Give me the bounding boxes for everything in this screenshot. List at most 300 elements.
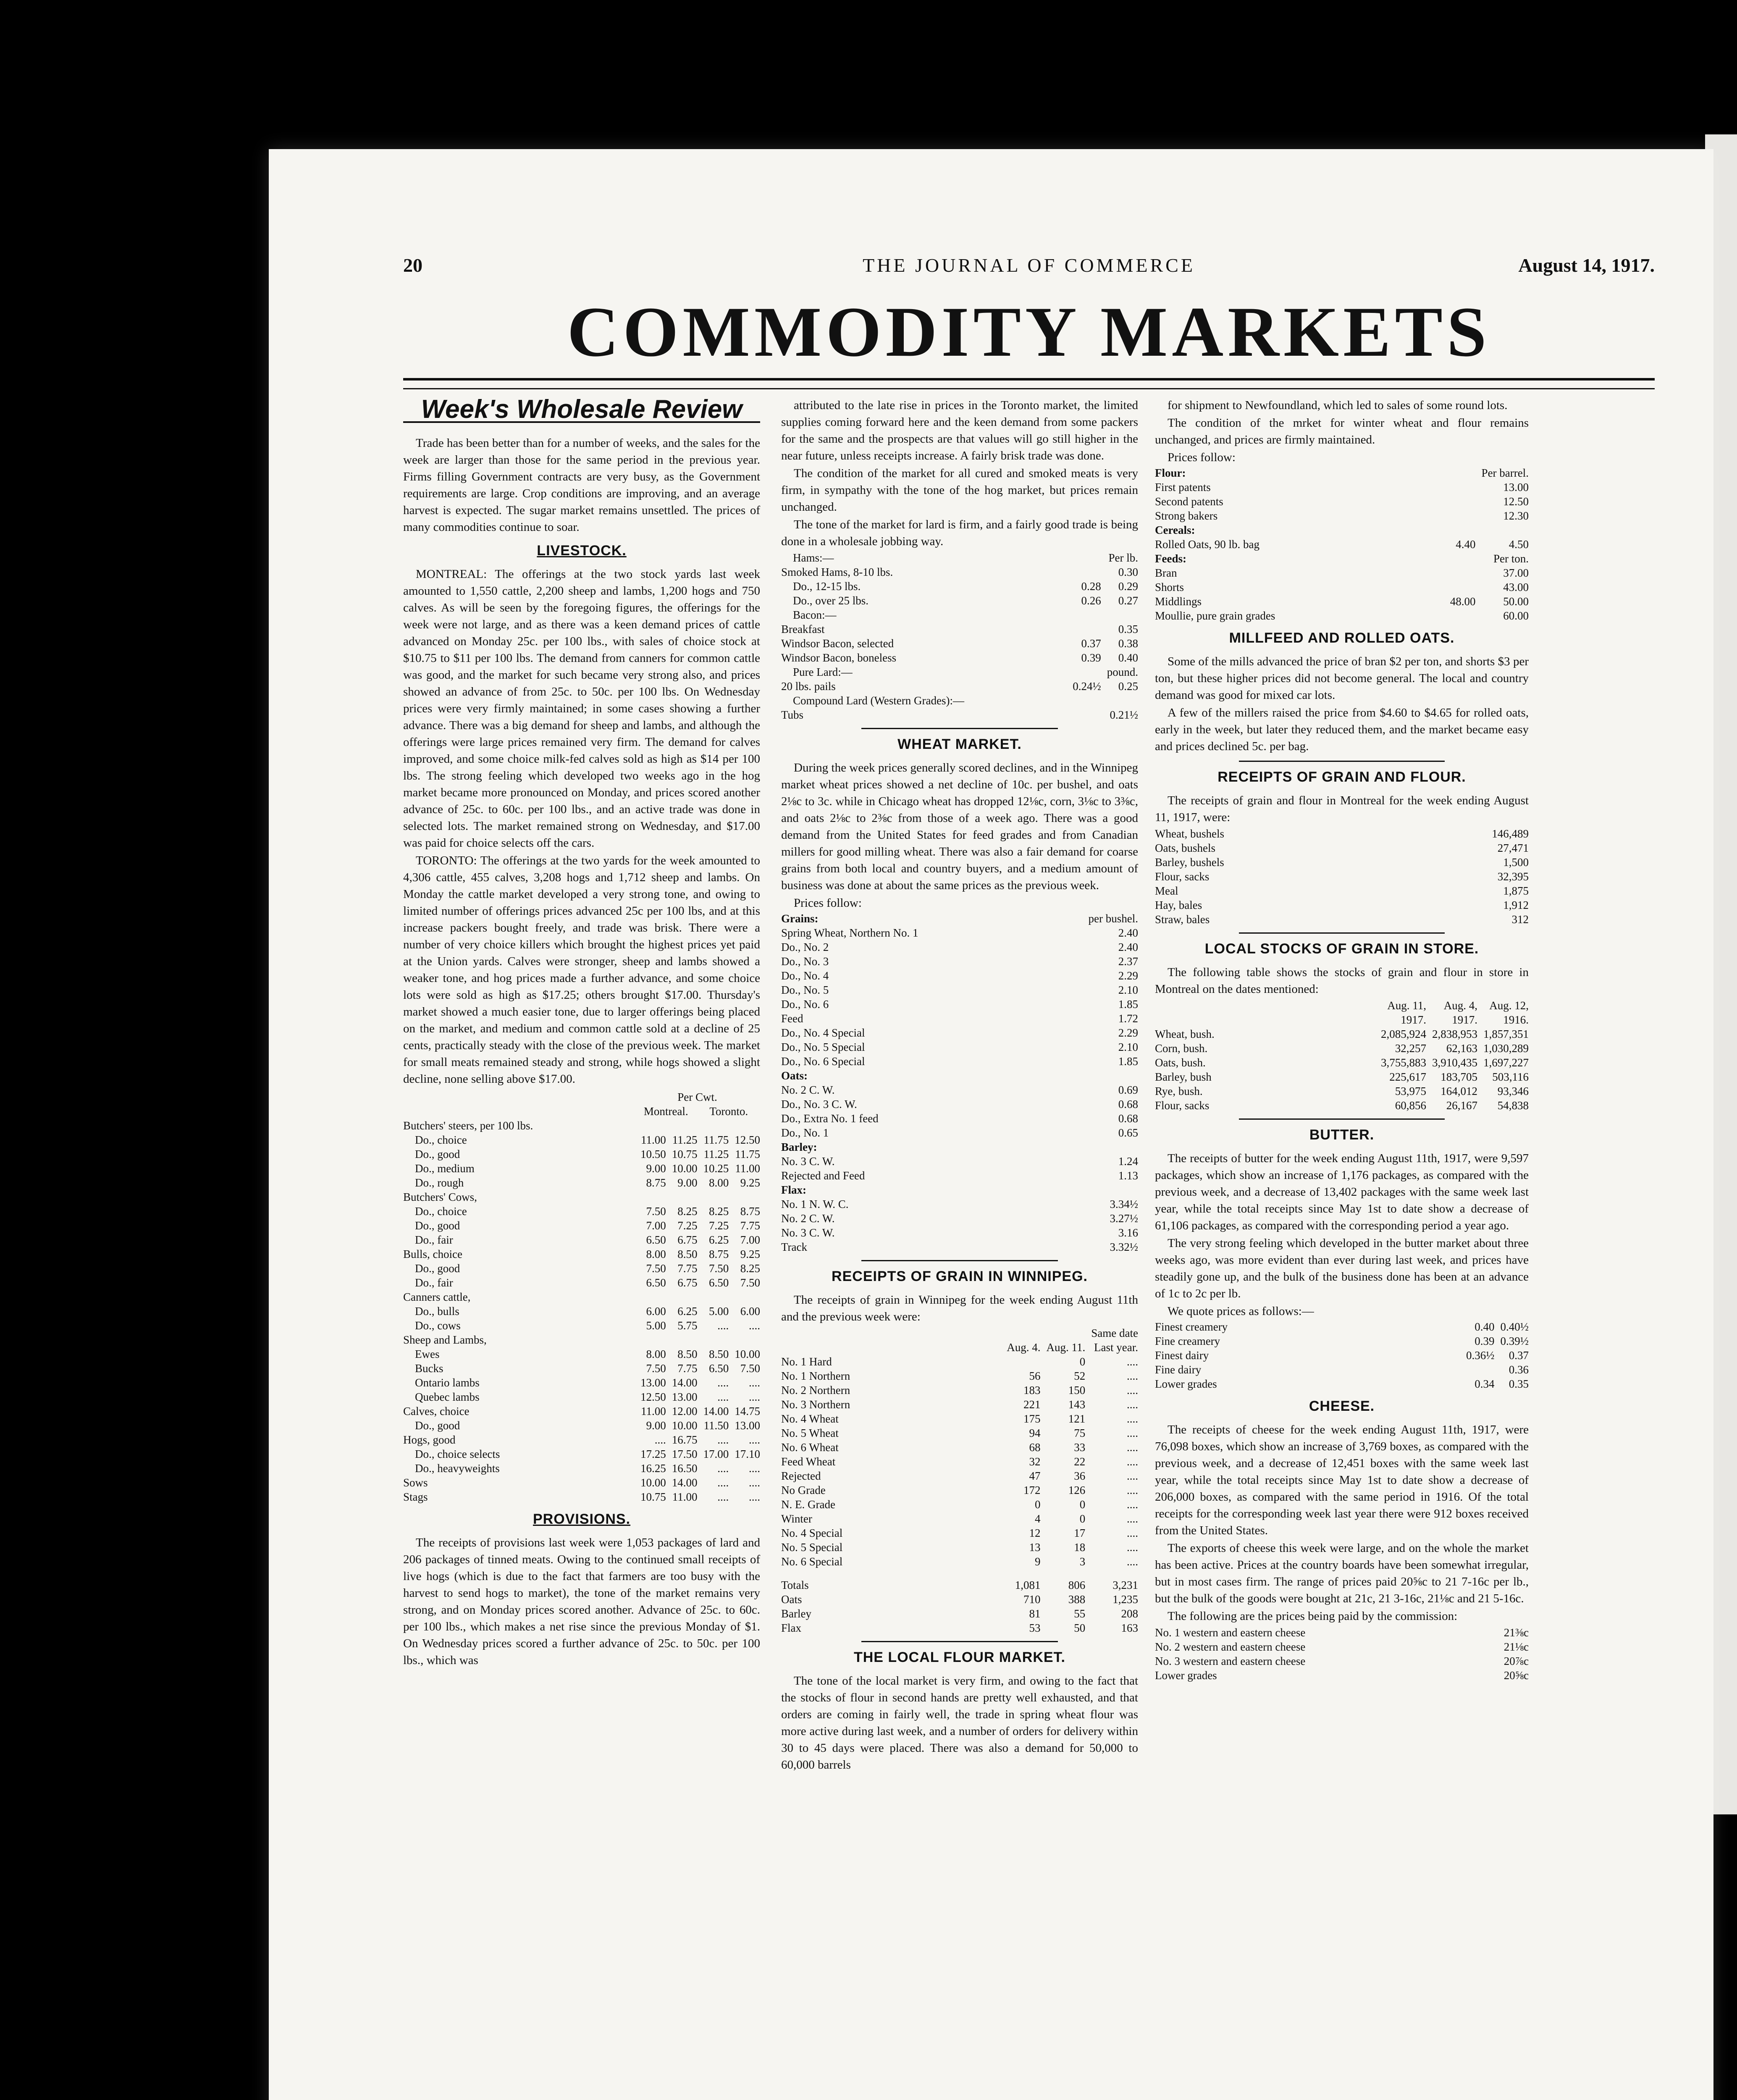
issue-date: August 14, 1917.: [1518, 255, 1655, 276]
price-cell: 6.50: [709, 1276, 729, 1289]
row-label: Finest creamery: [1155, 1320, 1228, 1333]
price-cell: 16.50: [672, 1462, 698, 1475]
grain-row: [781, 1140, 1138, 1154]
value-cell: 13.00: [1503, 481, 1529, 494]
provision-row: [781, 579, 1138, 593]
value-cell: ....: [1127, 1441, 1138, 1454]
value-cell: 0.40: [1475, 1320, 1495, 1333]
stocks-row: [1155, 1084, 1529, 1098]
stocks-aug12-header: Aug. 12,: [1489, 999, 1529, 1012]
winnipeg-receipts-table: [781, 1326, 1138, 1635]
value-cell: Per barrel.: [1481, 467, 1529, 479]
price-cell: 7.50: [740, 1276, 760, 1289]
price-cell: [698, 1118, 729, 1133]
price-cell: [666, 1290, 698, 1304]
value-cell: 0.39½: [1500, 1335, 1529, 1347]
grain-row: [781, 1068, 1138, 1083]
value-cell: 0.25: [1118, 680, 1138, 693]
row-label: Ewes: [415, 1348, 440, 1360]
stocks-aug4-year: 1917.: [1452, 1013, 1477, 1026]
price-cell: 11.00: [641, 1134, 666, 1146]
column-1: [403, 397, 760, 1670]
value-cell: 0.28: [1081, 580, 1101, 593]
price-cell: 11.00: [735, 1162, 760, 1175]
value-cell: 0: [1079, 1355, 1086, 1368]
receipts-row: [1155, 841, 1529, 855]
value-cell: ....: [1127, 1555, 1138, 1568]
value-cell: 146,489: [1492, 827, 1529, 840]
livestock-row: [403, 1376, 760, 1390]
livestock-row: [403, 1133, 760, 1147]
price-cell: 11.00: [641, 1405, 666, 1418]
cheese-row: [1155, 1654, 1529, 1668]
row-label: Fine dairy: [1155, 1363, 1202, 1376]
row-label: Do., good: [415, 1419, 460, 1432]
row-label: No. 3 Northern: [781, 1398, 850, 1411]
value-cell: 3.32½: [1110, 1241, 1138, 1253]
winnipeg-row: [781, 1426, 1138, 1440]
row-label: Do., No. 1: [781, 1126, 829, 1139]
value-cell: 0.40: [1118, 651, 1138, 664]
value-cell: 12: [1029, 1527, 1041, 1539]
winnipeg-receipts-title: RECEIPTS OF GRAIN IN WINNIPEG.: [832, 1268, 1088, 1284]
row-label: No. 2 C. W.: [781, 1212, 835, 1225]
value-cell: [1444, 494, 1476, 509]
flour-row: [1155, 509, 1529, 523]
column-3: [1155, 397, 1529, 1683]
price-cell: [666, 1190, 698, 1204]
livestock-row: [403, 1418, 760, 1433]
row-label: Windsor Bacon, selected: [781, 637, 894, 650]
row-label: No. 5 Special: [781, 1541, 843, 1554]
value-cell: 32,395: [1497, 870, 1529, 883]
flour-row: [1155, 566, 1529, 580]
row-label: Do., choice selects: [415, 1448, 500, 1460]
winnipeg-row: [781, 1554, 1138, 1569]
price-cell: 8.75: [646, 1176, 666, 1189]
grain-row: [781, 1054, 1138, 1068]
winnipeg-total-row: [781, 1621, 1138, 1635]
value-cell: ....: [1127, 1355, 1138, 1368]
row-label: Do., 12-15 lbs.: [793, 580, 861, 593]
butter-row: [1155, 1320, 1529, 1334]
value-cell: 1.24: [1118, 1155, 1138, 1168]
row-label: Do., choice: [415, 1205, 467, 1218]
price-cell: 12.50: [735, 1134, 760, 1146]
value-cell: ....: [1127, 1498, 1138, 1511]
price-cell: 14.75: [735, 1405, 760, 1418]
row-label: Tubs: [781, 709, 804, 721]
same-date-label: Same date: [1091, 1327, 1138, 1339]
flour-feed-price-table: [1155, 466, 1529, 623]
column-2: [781, 397, 1138, 1774]
receipts-row: [1155, 884, 1529, 898]
row-label: Do., No. 6: [781, 998, 829, 1011]
value-cell: 50.00: [1503, 595, 1529, 608]
row-label: Flour, sacks: [1155, 1099, 1210, 1112]
price-cell: 17.25: [640, 1448, 666, 1460]
receipts-grain-flour-table: [1155, 827, 1529, 927]
row-label: Stags: [403, 1491, 428, 1503]
price-cell: 8.25: [677, 1205, 698, 1218]
value-cell: 3,755,883: [1381, 1056, 1426, 1069]
row-label: Do., No. 4: [781, 969, 829, 982]
price-cell: 8.75: [709, 1248, 729, 1260]
stocks-row: [1155, 1041, 1529, 1055]
livestock-price-table: [403, 1090, 760, 1504]
price-cell: 7.50: [646, 1205, 666, 1218]
livestock-row: [403, 1361, 760, 1376]
price-cell: 7.50: [740, 1362, 760, 1375]
livestock-row: [403, 1490, 760, 1504]
price-cell: 8.50: [709, 1348, 729, 1360]
value-cell: 2.40: [1118, 927, 1138, 939]
price-cell: 10.00: [640, 1476, 666, 1489]
section-rule: [1239, 761, 1445, 762]
winnipeg-total-row: [781, 1592, 1138, 1606]
grain-row: [781, 1026, 1138, 1040]
flour-continued-paragraph: for shipment to Newfoundland, which led to sales of some round lots.: [1168, 399, 1508, 412]
row-label: No. 2 Northern: [781, 1384, 850, 1396]
value-cell: 312: [1511, 913, 1529, 926]
value-cell: 75: [1074, 1427, 1086, 1439]
value-cell: [1001, 1354, 1040, 1369]
row-label: Flour, sacks: [1155, 870, 1210, 883]
row-label: Rejected and Feed: [781, 1169, 865, 1182]
row-label: N. E. Grade: [781, 1498, 835, 1511]
price-cell: 13.00: [672, 1391, 698, 1403]
value-cell: ....: [1127, 1527, 1138, 1539]
price-cell: 14.00: [703, 1405, 729, 1418]
review-headline: Week's Wholesale Review: [421, 395, 743, 424]
price-cell: 11.25: [703, 1148, 729, 1160]
value-cell: 1,857,351: [1483, 1028, 1529, 1040]
price-cell: ....: [749, 1433, 760, 1446]
row-label: Track: [781, 1241, 808, 1253]
row-label: Wheat, bushels: [1155, 827, 1224, 840]
row-label: No. 4 Special: [781, 1527, 843, 1539]
value-cell: [1083, 1140, 1138, 1154]
stocks-aug11-header: Aug. 11,: [1387, 999, 1426, 1012]
row-label: Do., rough: [415, 1176, 464, 1189]
livestock-montreal-paragraph: MONTREAL: The offerings at the two stock yards last week amounted to 1,550 cattle, 2,200 sheep and lambs, 1,200 hogs and 750 calves. As will be seen by the foregoing figures, the offerings for the week were not large, and as there was a keen demand prices of cattle advanced on Monday 25c. per 100 lbs., with sales of choice stock at $10.75 to $11 per 100 lbs. The demand from canners for common cattle was good, and the market for such became very strong also, and prices showed an advance of from 25c. to 50c. per 100 lbs. On Wednesday prices were very firmly maintained; in some cases showing a further advance. There was a big demand for sheep and lambs, and although the offerings were large prices remained very firm. The demand for calves improved, and some choice milk-fed calves sold as high as $14 per 100 lbs. The strong feeling which developed two weeks ago in the hog market became more pronounced on Monday, and prices scored another advance of 25c. to 60c. per 100 lbs., and an active trade was done in selected lots. The market remained strong on Wednesday, and $17.00 was paid for choice selects off the cars.: [403, 567, 760, 850]
row-label: Do., No. 2: [781, 941, 829, 953]
aug4-header: Aug. 4.: [1007, 1341, 1041, 1354]
value-cell: 0.65: [1118, 1126, 1138, 1139]
value-cell: 225,617: [1389, 1071, 1426, 1083]
value-cell: 208: [1121, 1607, 1138, 1620]
value-cell: 0.39: [1081, 651, 1101, 664]
value-cell: 4: [1035, 1512, 1041, 1525]
value-cell: 0.34: [1475, 1378, 1495, 1390]
row-label: Cereals:: [1155, 524, 1195, 536]
price-cell: 9.00: [677, 1176, 698, 1189]
stocks-aug11-year: 1917.: [1401, 1013, 1426, 1026]
row-label: Shorts: [1155, 581, 1184, 593]
value-cell: 183,705: [1441, 1071, 1477, 1083]
price-cell: [729, 1190, 760, 1204]
receipts-row: [1155, 898, 1529, 912]
row-label: No. 2 C. W.: [781, 1084, 835, 1096]
grain-row: [781, 1183, 1138, 1197]
row-label: First patents: [1155, 481, 1211, 494]
price-cell: 8.00: [646, 1248, 666, 1260]
value-cell: 33: [1074, 1441, 1086, 1454]
price-cell: 7.25: [677, 1219, 698, 1232]
grain-row: [781, 1111, 1138, 1126]
row-label: Do., fair: [415, 1276, 453, 1289]
row-label: Flax: [781, 1622, 802, 1634]
row-label: Hay, bales: [1155, 899, 1202, 911]
price-cell: 5.00: [709, 1305, 729, 1318]
review-intro: Trade has been better than for a number of weeks, and the sales for the week are larger than those for the same period in the previous year. Firms filling Government contracts are very busy, as the Government requirements are large. Crop conditions are improving, and an average harvest is expected. The sugar market remains unsettled. The prices of many commodities continue to soar.: [403, 436, 760, 534]
value-cell: 3.16: [1118, 1226, 1138, 1239]
livestock-row: [403, 1404, 760, 1418]
livestock-row: [403, 1347, 760, 1361]
price-cell: 12.00: [672, 1405, 698, 1418]
value-cell: 0.68: [1118, 1098, 1138, 1110]
price-cell: 6.75: [677, 1276, 698, 1289]
price-cell: ....: [717, 1491, 729, 1503]
price-cell: 10.00: [735, 1348, 760, 1360]
cheese-paragraph-2: The exports of cheese this week were large, and on the whole the market has been active. Prices at the country boards have been somewhat irregular, but in most cases firm. The range of prices paid 20⅝c to 21 7-16c per lb., but the bulk of the goods were bought at 21c, 21 3-16c, 21⅛c and 21 5-16c.: [1155, 1541, 1529, 1605]
price-cell: ....: [717, 1462, 729, 1475]
value-cell: [1067, 608, 1101, 622]
flour-prices-follow: Prices follow:: [1168, 451, 1236, 464]
value-cell: 1,875: [1503, 885, 1529, 897]
value-cell: [1067, 665, 1101, 679]
price-cell: 8.50: [677, 1248, 698, 1260]
stocks-aug12-year: 1916.: [1503, 1013, 1529, 1026]
value-cell: [1067, 551, 1101, 565]
livestock-row: [403, 1475, 760, 1490]
value-cell: ....: [1127, 1412, 1138, 1425]
butter-row: [1155, 1334, 1529, 1348]
price-cell: [698, 1333, 729, 1347]
value-cell: 55: [1074, 1607, 1086, 1620]
value-cell: 37.00: [1503, 567, 1529, 579]
price-cell: ....: [749, 1491, 760, 1503]
flour-row: [1155, 480, 1529, 494]
winnipeg-row: [781, 1369, 1138, 1383]
row-label: No. 4 Wheat: [781, 1412, 839, 1425]
price-cell: 9.25: [740, 1248, 760, 1260]
grain-row: [781, 926, 1138, 940]
value-cell: 221: [1023, 1398, 1041, 1411]
value-cell: 3.34½: [1110, 1198, 1138, 1210]
price-cell: 10.75: [672, 1148, 698, 1160]
livestock-row: [403, 1333, 760, 1347]
row-label: 20 lbs. pails: [781, 680, 836, 693]
value-cell: 1.72: [1118, 1012, 1138, 1025]
provisions-continued-paragraph: attributed to the late rise in prices in the Toronto market, the limited supplies coming forward here and the keen demand from some packers for the same and the prospects are that values will go still higher in the near future, unless receipts increase. A fairly brisk trade was done.: [781, 399, 1138, 462]
row-label: Do., No. 5 Special: [781, 1041, 865, 1053]
grain-row: [781, 1097, 1138, 1111]
value-cell: 60,856: [1395, 1099, 1426, 1112]
price-cell: ....: [717, 1319, 729, 1332]
flour-row: [1155, 580, 1529, 594]
page-number: 20: [403, 255, 422, 276]
value-cell: ....: [1127, 1484, 1138, 1496]
livestock-row: [403, 1433, 760, 1447]
value-cell: 0.39: [1475, 1335, 1495, 1347]
row-label: No Grade: [781, 1484, 826, 1496]
value-cell: ....: [1127, 1470, 1138, 1482]
price-cell: 7.75: [677, 1362, 698, 1375]
value-cell: [1444, 466, 1476, 480]
winnipeg-row: [781, 1512, 1138, 1526]
receipts-row: [1155, 912, 1529, 927]
price-cell: 14.00: [672, 1476, 698, 1489]
row-label: Winter: [781, 1512, 812, 1525]
row-label: Bucks: [415, 1362, 443, 1375]
value-cell: [1101, 608, 1138, 622]
local-stocks-paragraph: The following table shows the stocks of grain and flour in store in Montreal on the dates mentioned:: [1155, 966, 1529, 996]
row-label: Sheep and Lambs,: [403, 1334, 487, 1346]
row-label: Rolled Oats, 90 lb. bag: [1155, 538, 1259, 551]
value-cell: 1.13: [1118, 1169, 1138, 1182]
grain-row: [781, 1240, 1138, 1254]
last-year-header: Last year.: [1094, 1341, 1138, 1354]
value-cell: 54,838: [1497, 1099, 1529, 1112]
value-cell: 3,231: [1113, 1579, 1138, 1591]
wheat-market-title: WHEAT MARKET.: [897, 736, 1022, 752]
row-label: Spring Wheat, Northern No. 1: [781, 927, 918, 939]
price-cell: 6.50: [709, 1362, 729, 1375]
winnipeg-row: [781, 1469, 1138, 1483]
value-cell: [1101, 693, 1138, 708]
row-label: Feeds:: [1155, 552, 1186, 565]
price-cell: [666, 1333, 698, 1347]
price-cell: 6.25: [709, 1234, 729, 1246]
price-cell: ....: [717, 1391, 729, 1403]
stocks-row: [1155, 1098, 1529, 1113]
flour-row: [1155, 494, 1529, 509]
price-cell: 8.25: [709, 1205, 729, 1218]
lard-paragraph: The tone of the market for lard is firm, and a fairly good trade is being done in a wholesale jobbing way.: [781, 518, 1138, 548]
flour-row: [1155, 466, 1529, 480]
value-cell: 2.10: [1118, 1041, 1138, 1053]
butter-paragraph-2: The very strong feeling which developed in the butter market about three weeks ago, was more evident than ever during last week, and prices have steadily gone up, and the bulk of the business done has been at an advance of 1c to 2c per lb.: [1155, 1236, 1529, 1300]
section-rule: [1239, 932, 1445, 934]
grain-row: [781, 940, 1138, 954]
row-label: Totals: [781, 1579, 809, 1591]
price-cell: 8.50: [677, 1348, 698, 1360]
value-cell: 94: [1029, 1427, 1041, 1439]
value-cell: 3,910,435: [1432, 1056, 1477, 1069]
value-cell: 48.00: [1450, 595, 1476, 608]
section-rule: [861, 1260, 1058, 1261]
row-label: Fine creamery: [1155, 1335, 1220, 1347]
row-label: Barley:: [781, 1141, 817, 1153]
receipts-grain-flour-title: RECEIPTS OF GRAIN AND FLOUR.: [1217, 769, 1466, 785]
receipts-row: [1155, 869, 1529, 884]
value-cell: 1,081: [1015, 1579, 1041, 1591]
value-cell: 50: [1074, 1622, 1086, 1634]
aug11-header: Aug. 11.: [1046, 1341, 1086, 1354]
value-cell: ....: [1127, 1541, 1138, 1554]
value-cell: 56: [1029, 1370, 1041, 1382]
value-cell: 183: [1023, 1384, 1041, 1396]
livestock-row: [403, 1318, 760, 1333]
price-cell: 17.50: [672, 1448, 698, 1460]
local-stocks-title: LOCAL STOCKS OF GRAIN IN STORE.: [1204, 941, 1479, 957]
value-cell: 13: [1029, 1541, 1041, 1554]
price-cell: 6.50: [646, 1276, 666, 1289]
provision-row: [781, 693, 1138, 708]
row-label: Smoked Hams, 8-10 lbs.: [781, 566, 893, 578]
livestock-row: [403, 1233, 760, 1247]
value-cell: ....: [1127, 1384, 1138, 1396]
value-cell: 21⅛c: [1503, 1641, 1529, 1653]
livestock-title: LIVESTOCK.: [537, 543, 627, 559]
livestock-row: [403, 1290, 760, 1304]
grain-row: [781, 1168, 1138, 1183]
value-cell: 3: [1079, 1555, 1086, 1568]
local-flour-market-paragraph: The tone of the local market is very firm, and owing to the fact that the stocks of flour in second hands are pretty well exhausted, and that orders are coming in fairly well, the trade in spring wheat flour was more active during last week, and a number of orders for delivery within 30 to 45 days were placed. There was also a demand for 50,000 to 60,000 barrels: [781, 1674, 1138, 1772]
value-cell: 12.50: [1503, 495, 1529, 508]
row-label: Lower grades: [1155, 1669, 1217, 1682]
value-cell: 0.30: [1118, 566, 1138, 578]
row-label: Moullie, pure grain grades: [1155, 609, 1275, 622]
price-cell: 7.50: [709, 1262, 729, 1275]
winnipeg-row: [781, 1497, 1138, 1512]
butter-title: BUTTER.: [1309, 1127, 1375, 1143]
row-label: Rye, bush.: [1155, 1085, 1203, 1097]
price-cell: ....: [749, 1462, 760, 1475]
row-label: Do., good: [415, 1219, 460, 1232]
row-label: Do., good: [415, 1148, 460, 1160]
value-cell: Per ton.: [1493, 552, 1529, 565]
price-cell: 11.00: [672, 1491, 698, 1503]
value-cell: ....: [1127, 1398, 1138, 1411]
price-cell: 6.00: [646, 1305, 666, 1318]
winnipeg-total-row: [781, 1578, 1138, 1592]
row-label: No. 1 N. W. C.: [781, 1198, 849, 1210]
value-cell: 806: [1068, 1579, 1086, 1591]
millfeed-paragraph-1: Some of the mills advanced the price of bran $2 per ton, and shorts $3 per ton, but these higher prices did not become general. The local and country demand was good for mixed car lots.: [1155, 655, 1529, 702]
price-cell: 11.25: [672, 1134, 698, 1146]
row-label: Meal: [1155, 885, 1178, 897]
grain-row: [781, 1226, 1138, 1240]
winnipeg-row: [781, 1540, 1138, 1554]
provision-row: [781, 636, 1138, 651]
row-label: Bulls, choice: [403, 1248, 462, 1260]
value-cell: 1,500: [1503, 856, 1529, 869]
row-label: No. 5 Wheat: [781, 1427, 839, 1439]
provision-row: [781, 551, 1138, 565]
value-cell: 18: [1074, 1541, 1086, 1554]
value-cell: 0.36½: [1466, 1349, 1495, 1362]
value-cell: 12.30: [1503, 509, 1529, 522]
price-cell: [729, 1333, 760, 1347]
row-label: Butchers' Cows,: [403, 1191, 477, 1203]
row-label: Hogs, good: [403, 1433, 456, 1446]
row-label: Middlings: [1155, 595, 1202, 608]
livestock-row: [403, 1176, 760, 1190]
grain-row: [781, 1197, 1138, 1211]
butter-quote-label: We quote prices as follows:—: [1168, 1305, 1314, 1318]
value-cell: [1444, 523, 1476, 537]
row-label: Barley, bushels: [1155, 856, 1224, 869]
row-label: No. 3 western and eastern cheese: [1155, 1655, 1306, 1667]
row-label: Straw, bales: [1155, 913, 1210, 926]
value-cell: 21⅜c: [1503, 1626, 1529, 1639]
livestock-row: [403, 1461, 760, 1475]
row-label: Bran: [1155, 567, 1177, 579]
grain-row: [781, 983, 1138, 997]
row-label: No. 6 Special: [781, 1555, 843, 1568]
